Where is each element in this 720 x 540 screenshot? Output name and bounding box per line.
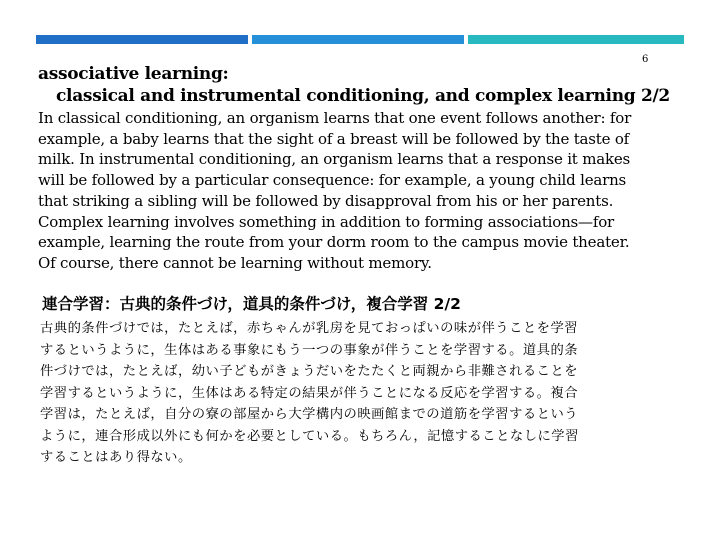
japanese-line: 古典的条件づけでは，たとえば，赤ちゃんが乳房を見ておっぱいの味が伴うことを学習: [40, 321, 579, 336]
top-bar-dark-blue: [36, 35, 248, 44]
japanese-line: 件づけでは，たとえば，幼い子どもがきょうだいをたたくと両親から非難されることを: [40, 364, 579, 379]
top-decorative-bars: [36, 35, 684, 44]
japanese-line: することはあり得ない。: [40, 450, 192, 465]
japanese-line: 学習するというように，生体はある特定の結果が伴うことになる反応を学習する。複合: [40, 385, 579, 401]
page-number: 6: [642, 54, 649, 65]
slide-title-line-1: associative learning:: [38, 64, 229, 84]
slide-title-line-2: classical and instrumental conditioning, and complex learning 2/2: [56, 86, 670, 106]
english-line: example, a baby learns that the sight of a breast will be followed by the taste of: [38, 129, 630, 148]
english-line: will be followed by a particular consequence: for example, a young child learns: [38, 171, 627, 190]
top-bar-teal: [468, 35, 684, 44]
japanese-paragraph: [40, 318, 680, 469]
japanese-line: するというように，生体はある事象にもう一つの事象が伴うことを学習する。道具的条: [40, 342, 579, 358]
japanese-line: 学習は，たとえば，自分の寮の部屋から大学構内の映画館までの道筋を学習するという: [40, 407, 579, 422]
english-paragraph: [38, 108, 678, 274]
japanese-title: 連合学習：古典的条件づけ，道具的条件づけ，複合学習 2/2: [42, 295, 461, 313]
english-line: In classical conditioning, an organism learns that one event follows another: for: [38, 109, 632, 127]
english-line: Complex learning involves something in addition to forming associations—for: [38, 212, 614, 231]
english-line: Of course, there cannot be learning without memory.: [38, 253, 432, 272]
japanese-line: ように，連合形成以外にも何かを必要としている。もちろん，記憶することなしに学習: [40, 428, 579, 444]
english-line: that striking a sibling will be followed by disapproval from his or her parents.: [38, 191, 614, 210]
top-bar-blue: [252, 35, 464, 44]
english-line: milk. In instrumental conditioning, an organism learns that a response it makes: [38, 150, 631, 169]
english-line: example, learning the route from your dorm room to the campus movie theater.: [38, 233, 630, 252]
